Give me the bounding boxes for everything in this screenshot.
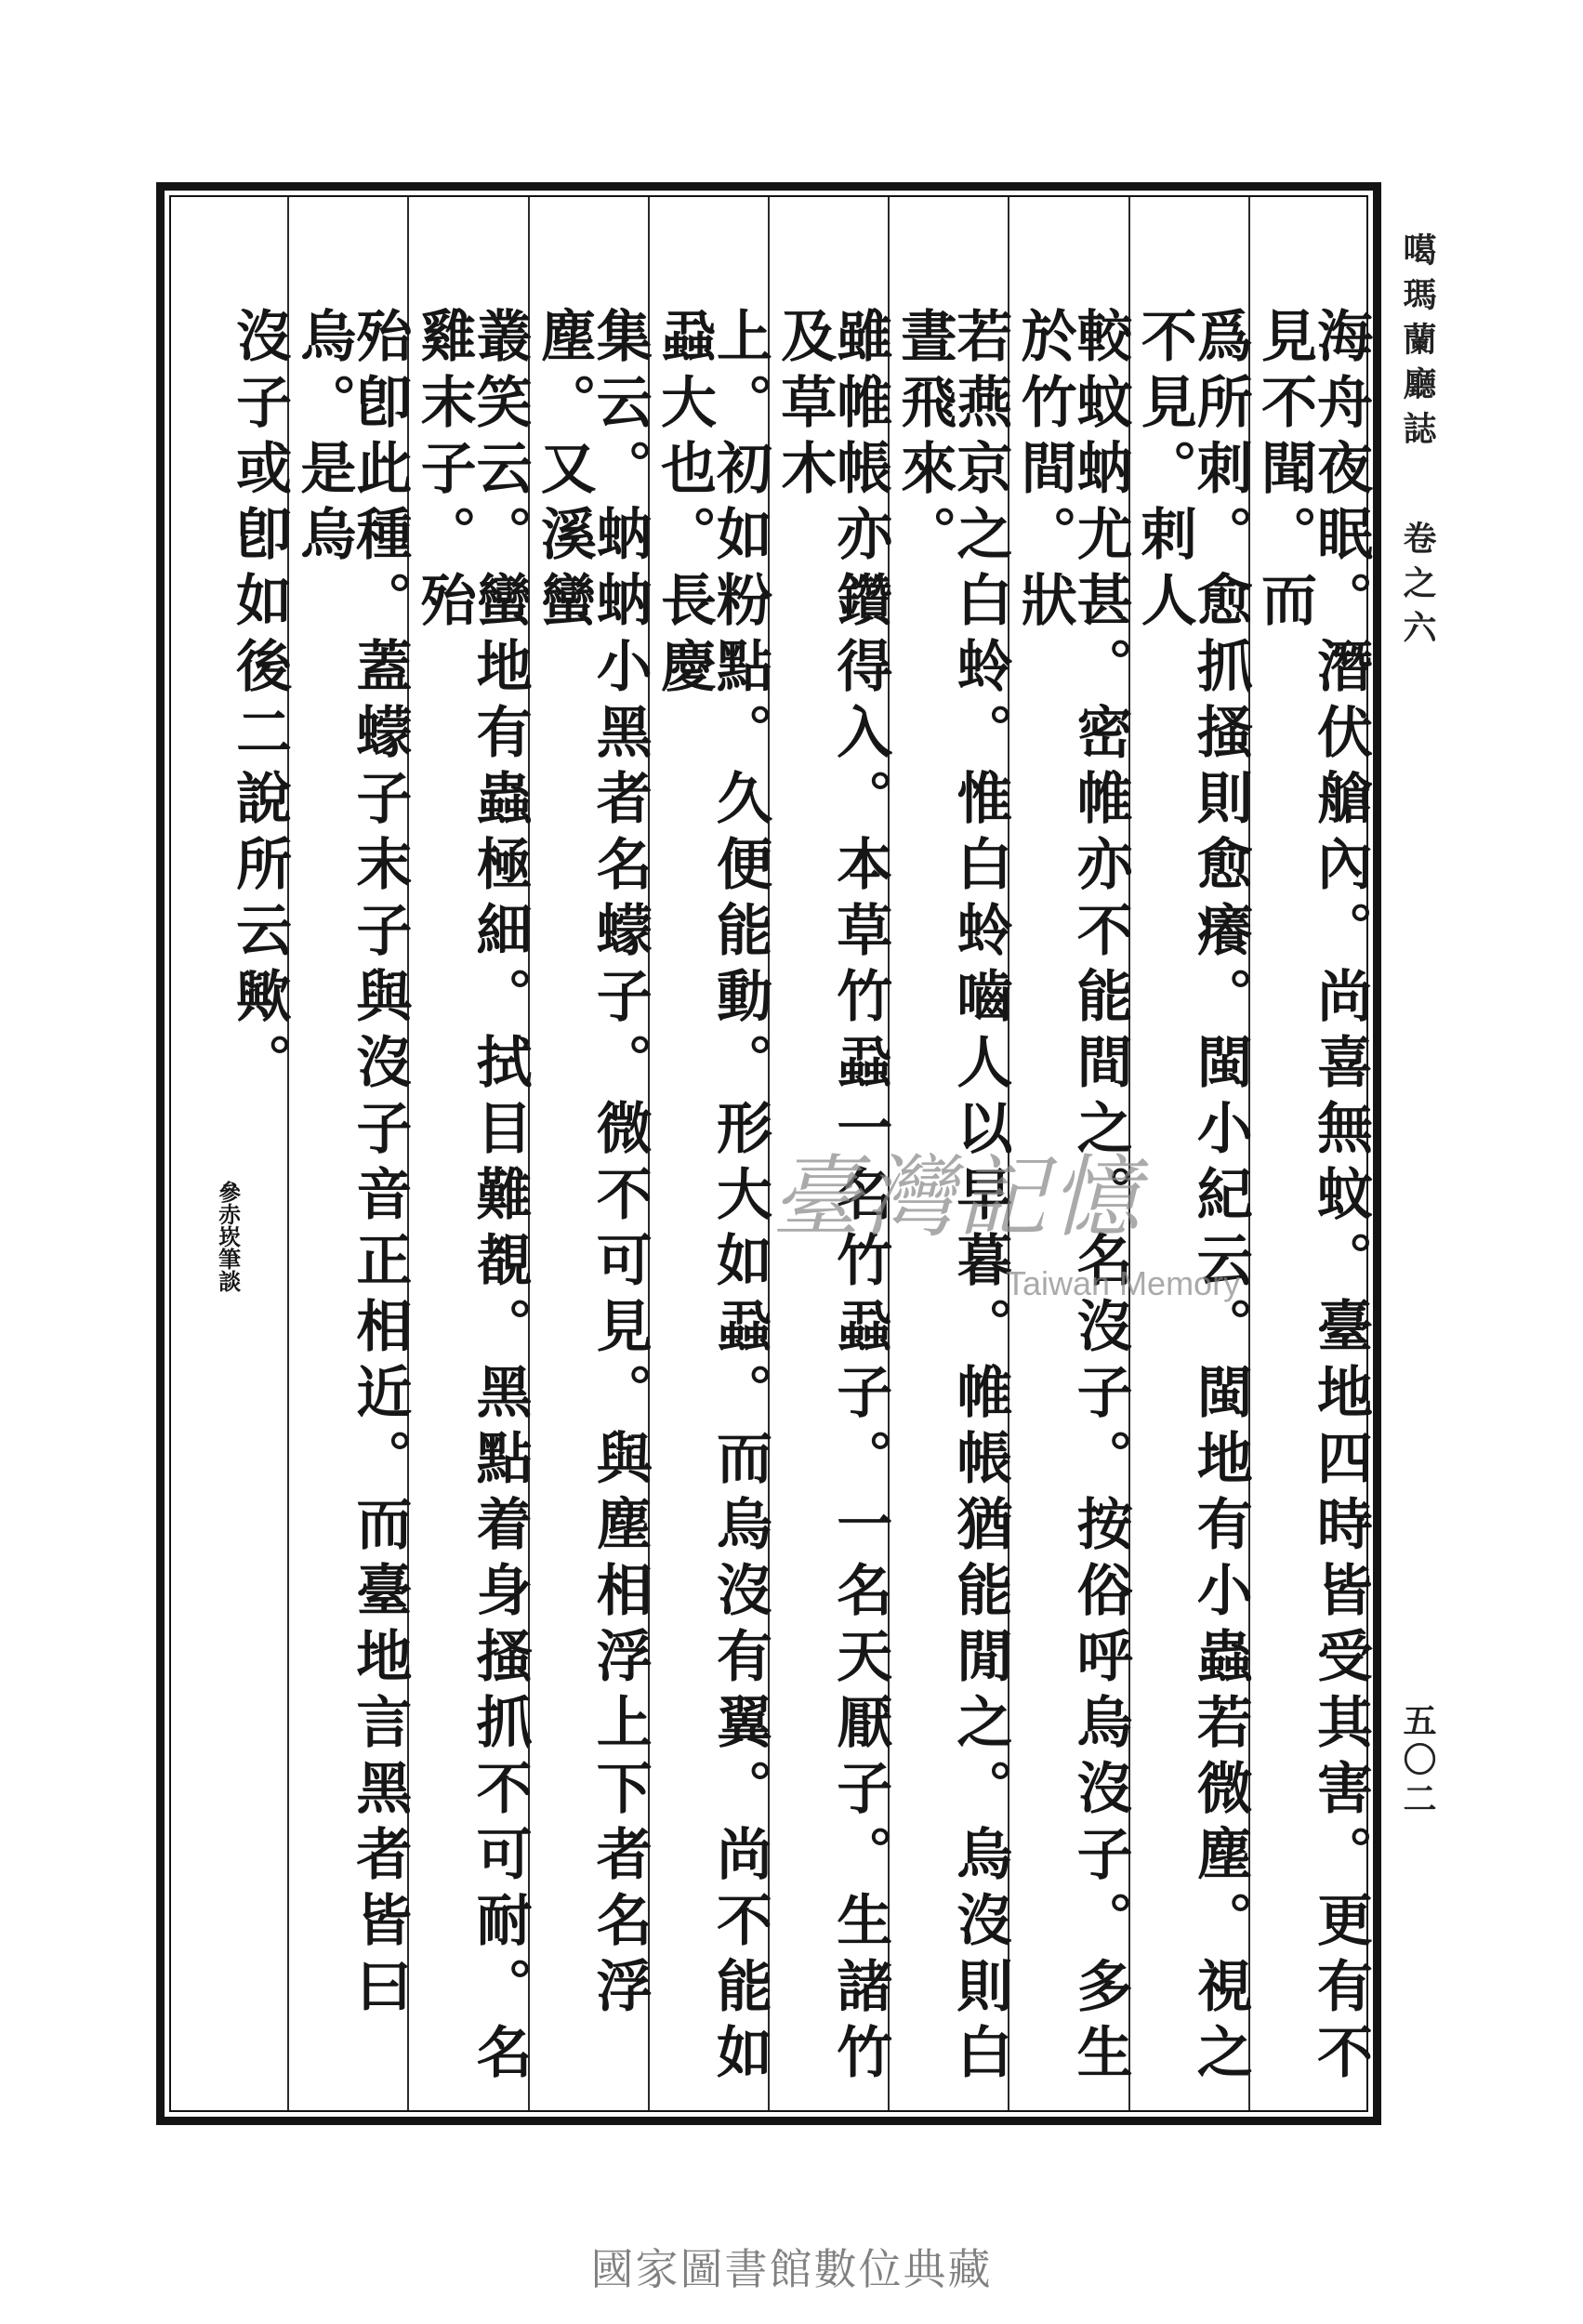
- column-text: 上。初如粉點。久便能動。形大如蝨。而烏沒有翼。尚不能如蝨大也。長慶: [651, 307, 772, 2089]
- text-column-10: [169, 197, 293, 2110]
- text-column-8: [407, 197, 533, 2110]
- text-column-7: [528, 197, 653, 2110]
- text-column-2: [1128, 197, 1253, 2110]
- page-number: 五〇二: [1398, 1703, 1437, 1820]
- text-column-5: [768, 197, 893, 2110]
- column-text: 若燕京之白蛉。惟白蛉嚙人以早暮。帷帳猶能閒之。烏沒則白晝飛來。: [891, 307, 1013, 2089]
- column-text: 雖帷帳亦鑽得入。本草竹蝨一名竹蝨子。一名天厭子。生諸竹及草木: [772, 307, 893, 2089]
- column-text: 較蚊蚋尤甚。密帷亦不能間之。名沒子。按俗呼烏沒子。多生於竹間。狀: [1011, 307, 1133, 2089]
- column-text: 沒子或卽如後二說所云歟。: [227, 307, 293, 1099]
- main-text-block: [169, 197, 1373, 2110]
- volume-label: 卷之六: [1398, 521, 1437, 654]
- column-text: 叢笑云。蠻地有蟲極細。拭目難覩。黑點着身搔抓不可耐。名雞末子。殆: [411, 307, 533, 2089]
- source-note: 參赤崁筆談: [214, 1181, 242, 1292]
- column-text: 殆卽此種。蓋蠓子末子與沒子音正相近。而臺地言黑者皆曰烏。是烏: [291, 307, 413, 2023]
- text-column-1: [1248, 197, 1373, 2110]
- book-title: 噶瑪蘭廳誌: [1398, 232, 1437, 456]
- text-column-3: [1008, 197, 1133, 2110]
- text-column-9: [287, 197, 413, 2110]
- running-header: [1394, 232, 1442, 654]
- text-column-4: [888, 197, 1013, 2110]
- watermark-chinese: 臺灣記憶: [772, 1145, 1143, 1249]
- column-text: 海舟夜眠。潛伏艙內。尚喜無蚊。臺地四時皆受其害。更有不見不聞。而: [1252, 307, 1373, 2089]
- column-text: 爲所刺。愈抓搔則愈癢。閩小紀云。閩地有小蟲若微塵。視之不見。剌人: [1131, 307, 1253, 2089]
- text-column-6: [648, 197, 772, 2110]
- watermark-english: Taiwan Memory: [1006, 1264, 1241, 1302]
- column-text: 集云。蚋蚋小黑者名蠓子。微不可見。與塵相浮上下者名浮塵。又溪蠻: [531, 307, 653, 2023]
- footer-credit: 國家圖書館數位典藏: [590, 2244, 993, 2294]
